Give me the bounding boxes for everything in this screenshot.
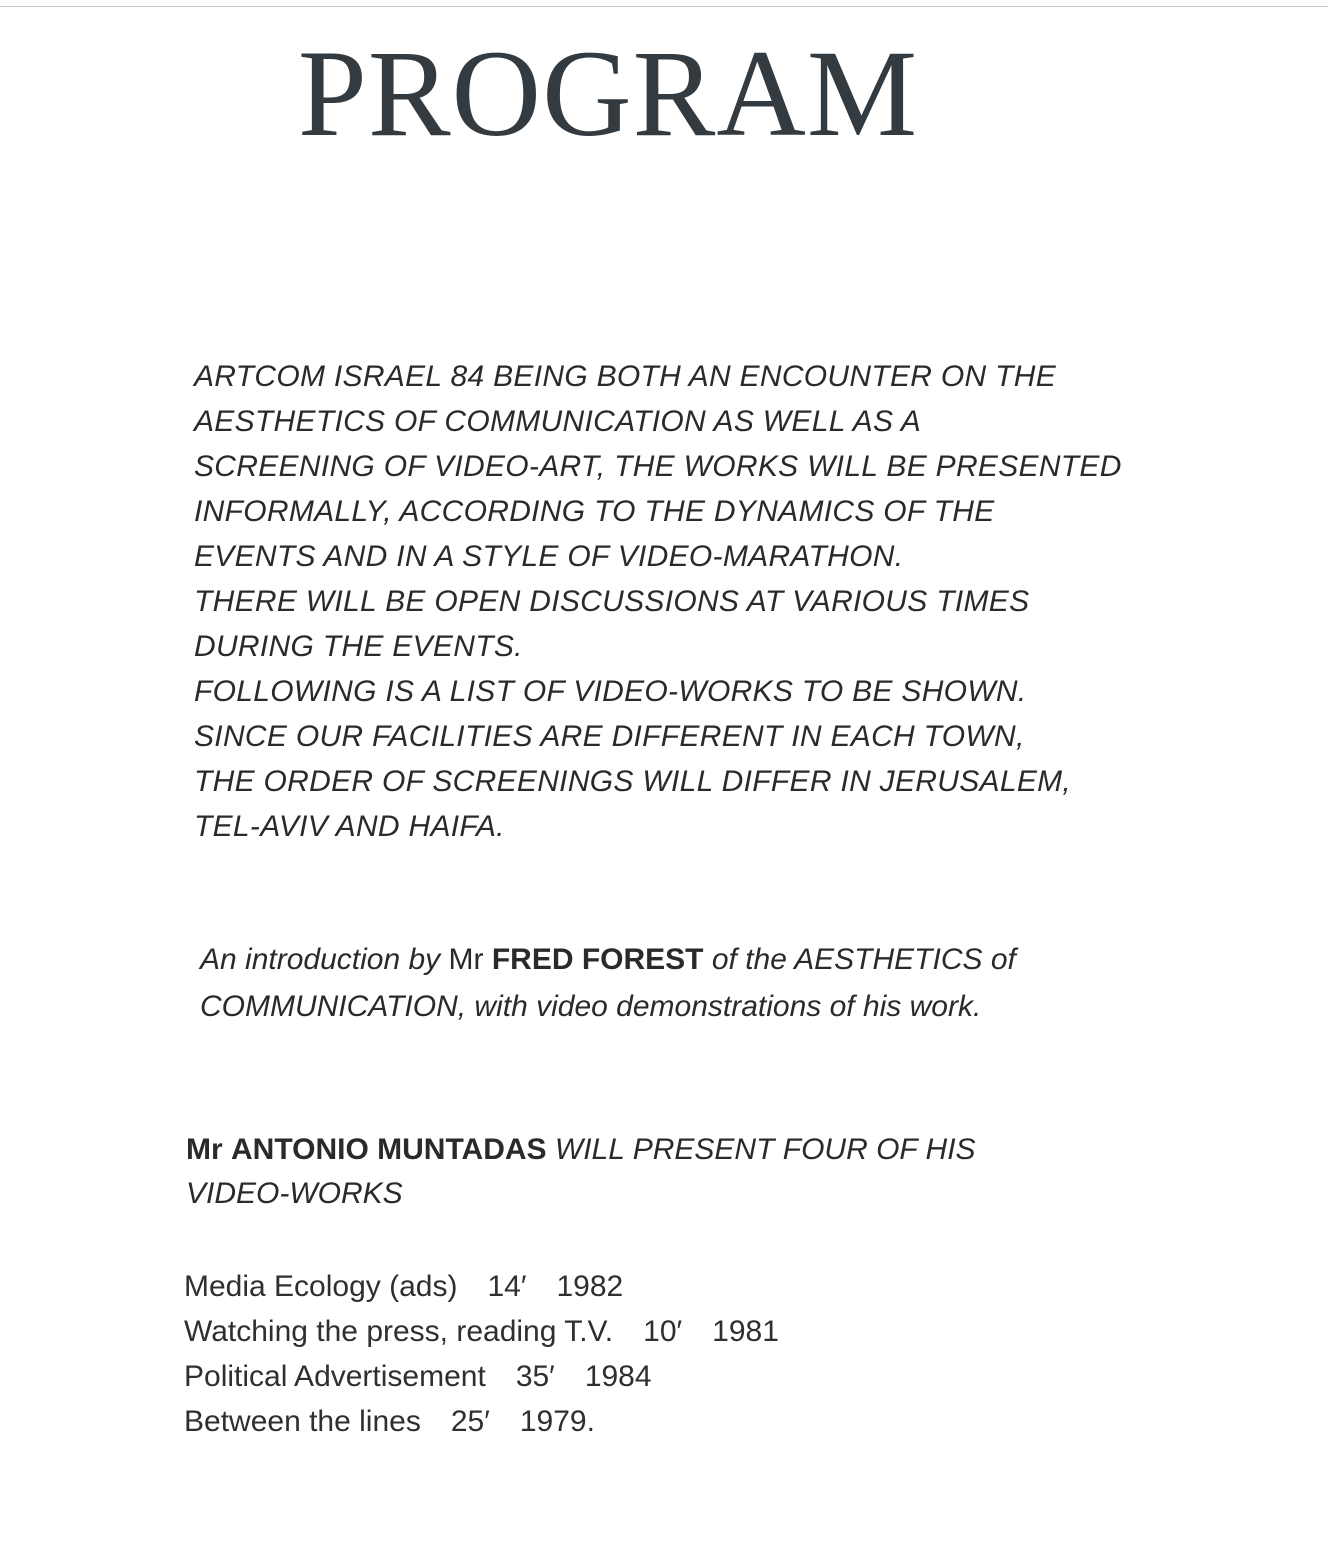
intro-line: INFORMALLY, ACCORDING TO THE DYNAMICS OF THE (194, 495, 995, 528)
page-title: PROGRAM (297, 25, 919, 162)
work-duration: 35′ (515, 1360, 555, 1393)
work-year: 1981 (712, 1315, 779, 1348)
work-title: Media Ecology (ads) (184, 1270, 458, 1303)
presenter-text: WILL PRESENT FOUR OF HIS (554, 1133, 976, 1166)
presenter-line-1 (186, 1128, 1086, 1172)
intro-line: DURING THE EVENTS. (194, 630, 523, 663)
presenter-honorific: Mr (186, 1133, 223, 1166)
introduction-line-2: COMMUNICATION, with video demonstrations of his work. (200, 990, 982, 1023)
work-title: Watching the press, reading T.V. (184, 1315, 614, 1348)
work-duration: 10′ (643, 1315, 683, 1348)
intro-line: FOLLOWING IS A LIST OF VIDEO-WORKS TO BE SHOWN. (194, 675, 1027, 708)
introduction-line-1 (200, 936, 1100, 983)
introduction-prefix: An introduction by (200, 943, 441, 976)
intro-line: ARTCOM ISRAEL 84 BEING BOTH AN ENCOUNTER ON THE (194, 360, 1057, 393)
intro-line: TEL-AVIV AND HAIFA. (194, 810, 505, 843)
work-year: 1979. (519, 1405, 595, 1438)
intro-line: SINCE OUR FACILITIES ARE DIFFERENT IN EACH TOWN, (194, 720, 1025, 753)
work-year: 1982 (556, 1270, 624, 1303)
top-border-line (0, 6, 1328, 7)
work-duration: 25′ (450, 1405, 490, 1438)
introduction-honorific: Mr (448, 943, 484, 976)
work-title: Political Advertisement (184, 1360, 486, 1393)
presenter-name: ANTONIO MUNTADAS (231, 1133, 547, 1166)
intro-line: SCREENING OF VIDEO-ART, THE WORKS WILL BE PRESENTED (194, 450, 1122, 483)
introduction-speaker-name: FRED FOREST (491, 943, 704, 976)
list-item (184, 1309, 1084, 1354)
intro-line: AESTHETICS OF COMMUNICATION AS WELL AS A (194, 405, 922, 438)
work-duration: 14′ (487, 1270, 527, 1303)
list-item (184, 1264, 1084, 1309)
list-item (184, 1354, 1084, 1399)
intro-line: EVENTS AND IN A STYLE OF VIDEO-MARATHON. (194, 540, 904, 573)
intro-paragraph (194, 354, 1122, 849)
video-works-list (184, 1264, 1084, 1444)
work-title: Between the lines (184, 1405, 421, 1438)
introduction-suffix: of the AESTHETICS of (711, 943, 1016, 976)
list-item (184, 1399, 1084, 1444)
presenter-line-2: VIDEO-WORKS (186, 1177, 403, 1210)
introduction-paragraph (200, 936, 1100, 1030)
intro-line: THERE WILL BE OPEN DISCUSSIONS AT VARIOUS TIMES (194, 585, 1030, 618)
intro-line: THE ORDER OF SCREENINGS WILL DIFFER IN JERUSALEM, (194, 765, 1072, 798)
work-year: 1984 (584, 1360, 652, 1393)
presenter-paragraph (186, 1128, 1086, 1216)
